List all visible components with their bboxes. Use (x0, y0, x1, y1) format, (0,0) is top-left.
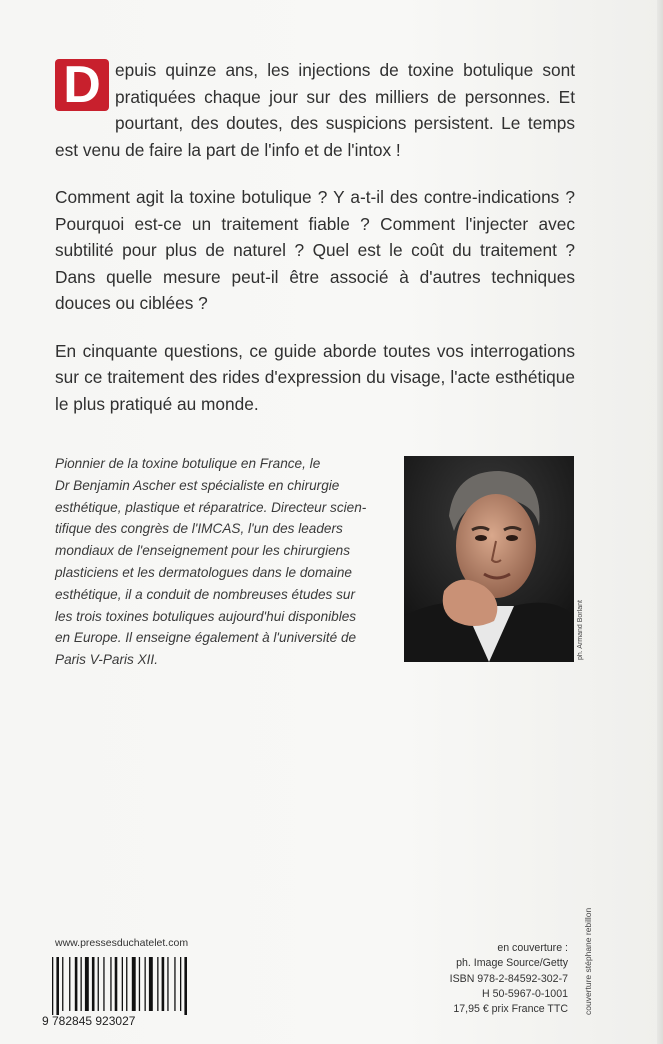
barcode-bar (115, 957, 118, 1011)
barcode-bar (174, 957, 175, 1011)
barcode-bar (184, 957, 187, 1015)
cover-label: en couverture : (497, 942, 568, 954)
barcode-bar (157, 957, 158, 1011)
intro-paragraph-1 (55, 57, 575, 163)
barcode-bar (56, 957, 59, 1015)
barcode-bar (98, 957, 99, 1011)
drop-cap: D (55, 59, 109, 111)
cover-photo-credit: ph. Image Source/Getty (456, 957, 568, 970)
barcode-bar (139, 957, 140, 1011)
bio-line: Dr Benjamin Ascher est spécialiste en chirurgie (55, 477, 340, 493)
barcode-bar (149, 957, 153, 1011)
bio-line: les trois toxines botuliques aujourd'hui disponibles (55, 608, 357, 624)
barcode-bars (52, 957, 187, 1015)
barcode-bar (81, 957, 82, 1011)
product-code: H 50-5967-0-1001 (482, 987, 568, 1000)
barcode-bar (62, 957, 63, 1011)
intro-paragraph-3: En cinquante questions, ce guide aborde toutes vos interrogations sur ce traitement des rides d'expression du visage, l'acte esthétique le plus pratiqué au monde. (55, 340, 575, 414)
barcode-bar (167, 957, 168, 1011)
author-bio (55, 453, 392, 671)
barcode-bar (85, 957, 89, 1011)
barcode-bar (145, 957, 146, 1011)
bio-line: Paris V-Paris XII. (55, 652, 158, 668)
photo-credit: ph. Armand Borlant (577, 600, 584, 660)
barcode-bar (162, 957, 165, 1011)
bio-line: en Europe. Il enseigne également à l'université de (55, 630, 357, 646)
bio-line: plasticiens et les dermatologues dans le domaine (55, 564, 352, 580)
publisher-website: www.pressesduchatelet.com (55, 937, 189, 949)
bio-line: Pionnier de la toxine botulique en France, le (55, 456, 321, 471)
barcode-bar (132, 957, 136, 1011)
intro-text (55, 57, 575, 438)
bio-line: esthétique, plastique et réparatrice. Directeur scien- (55, 499, 367, 515)
barcode-bar (180, 957, 181, 1011)
price: 17,95 € prix France TTC (453, 1003, 568, 1016)
author-portrait-image (404, 456, 574, 662)
cover-design-credit: couverture stéphane rebillon (583, 907, 593, 1015)
author-photo (404, 456, 574, 662)
bio-line: esthétique, il a conduit de nombreuses études sur (55, 586, 356, 602)
publication-info (408, 941, 568, 1017)
barcode-bar (122, 957, 123, 1011)
barcode-bar (110, 957, 111, 1011)
barcode-bar (126, 957, 127, 1011)
intro-paragraph-2: Comment agit la toxine botulique ? Y a-t-il des contre-indications ? Pourquoi est-ce un traitement fiable ? Comment l'injecter avec subtilité pour plus de naturel ? Quel est le coût du traitement ? Dans quelle mesure peut-il être associé à d'autres techniques douces ou ciblées ? (55, 187, 575, 313)
barcode-bar (69, 957, 70, 1011)
barcode-bar (103, 957, 104, 1011)
barcode (40, 955, 198, 1027)
barcode-bar (52, 957, 53, 1015)
bio-line: mondiaux de l'enseignement pour les chirurgiens (55, 543, 351, 559)
isbn: ISBN 978-2-84592-302-7 (449, 972, 568, 985)
bio-line: tifique des congrès de l'IMCAS, l'un des leaders (55, 521, 343, 537)
barcode-bar (92, 957, 95, 1011)
barcode-bar (75, 957, 78, 1011)
intro-paragraph-1-text: epuis quinze ans, les injections de toxine botulique sont pratiquées chaque jour sur des milliers de personnes. Et pourtant, des doutes, des suspicions persistent. Le temps est venu de faire la part de l'info et de l'intox ! (55, 60, 575, 160)
page-edge (657, 0, 663, 1044)
barcode-digits: 9 782845 923027 (42, 1014, 136, 1027)
